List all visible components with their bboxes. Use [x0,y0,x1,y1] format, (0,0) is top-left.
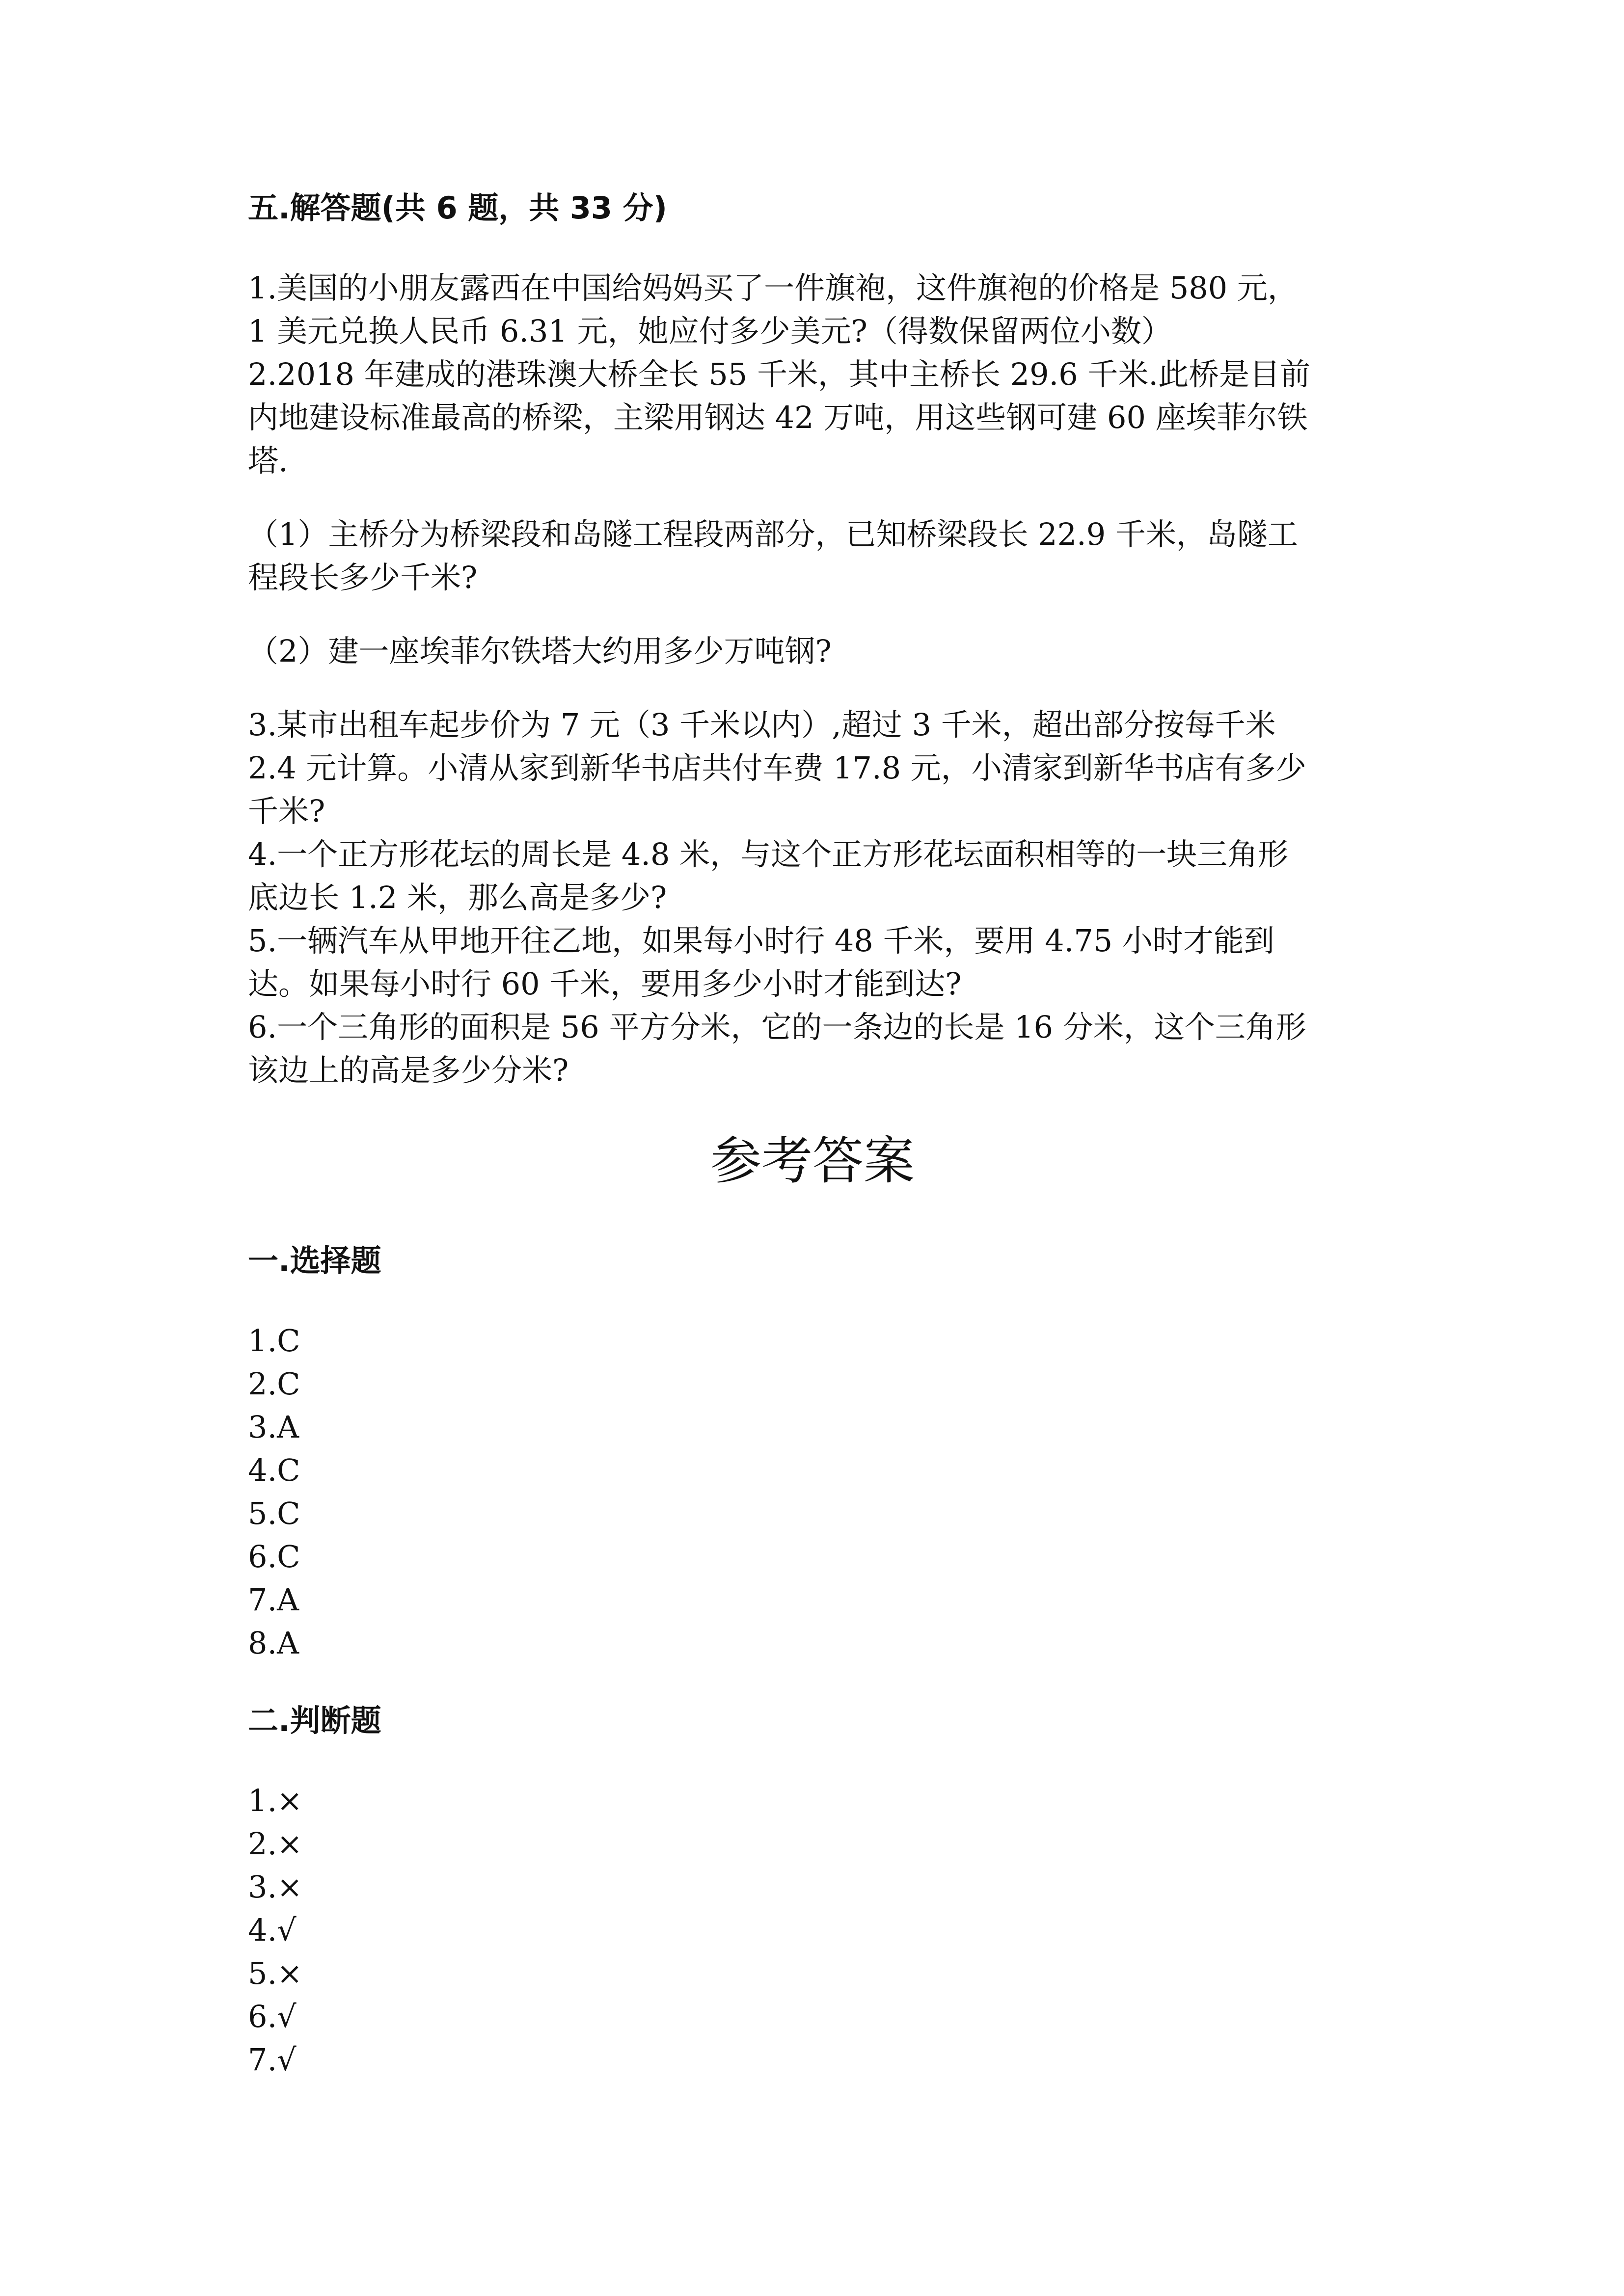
problem-1-line-1: 1.美国的小朋友露西在中国给妈妈买了一件旗袍，这件旗袍的价格是 580 元， [248,270,1298,306]
answer-key-title: 参考答案 [710,1131,915,1191]
answer-choice-item: 5.C [248,1495,300,1531]
answer-choice-item: 1.C [248,1323,300,1359]
answer-choice-item: 4.C [248,1452,300,1488]
answer-judgment-item: 4.√ [248,1912,297,1948]
problem-2-sub1-line-1: （1）主桥分为桥梁段和岛隧工程段两部分，已知桥梁段长 22.9 千米，岛隧工 [248,516,1298,552]
answer-judgment-item: 1.× [248,1783,303,1818]
answer-judgment-item: 5.× [248,1955,303,1991]
problem-3-line-3: 千米? [248,793,325,829]
answer-choice-item: 8.A [248,1625,299,1661]
section5-heading: 五.解答题(共 6 题，共 33 分) [248,190,667,226]
problem-2-sub2: （2）建一座埃菲尔铁塔大约用多少万吨钢? [248,633,832,669]
problem-1-line-2: 1 美元兑换人民币 6.31 元，她应付多少美元?（得数保留两位小数） [248,313,1172,349]
problem-5-line-2: 达。如果每小时行 60 千米，要用多少小时才能到达? [248,966,962,1002]
answer-choice-item: 3.A [248,1409,299,1445]
problem-2-line-1: 2.2018 年建成的港珠澳大桥全长 55 千米，其中主桥长 29.6 千米.此桥是目前 [248,356,1311,392]
answer-choice-item: 7.A [248,1582,299,1618]
problem-3-line-1: 3.某市出租车起步价为 7 元（3 千米以内）,超过 3 千米，超出部分按每千米 [248,707,1276,743]
answer-judgment-item: 2.× [248,1826,303,1862]
problem-2-sub1-line-2: 程段长多少千米? [248,560,478,595]
document-page [248,187,1377,2082]
answer-choice-item: 6.C [248,1539,300,1575]
problem-5-line-1: 5.一辆汽车从甲地开往乙地，如果每小时行 48 千米，要用 4.75 小时才能到 [248,923,1274,959]
problem-2-line-2: 内地建设标准最高的桥梁，主梁用钢达 42 万吨，用这些钢可建 60 座埃菲尔铁 [248,400,1308,435]
problem-4-line-1: 4.一个正方形花坛的周长是 4.8 米，与这个正方形花坛面积相等的一块三角形 [248,836,1289,872]
answer-judgment-item: 3.× [248,1869,303,1905]
problem-4-line-2: 底边长 1.2 米，那么高是多少? [248,880,667,915]
problem-6-line-1: 6.一个三角形的面积是 56 平方分米，它的一条边的长是 16 分米，这个三角形 [248,1009,1306,1045]
problem-6-line-2: 该边上的高是多少分米? [248,1052,569,1088]
problem-2-line-3: 塔. [248,443,288,479]
answer-choice-item: 2.C [248,1366,300,1402]
answers-section1-heading: 一.选择题 [248,1243,381,1279]
answer-judgment-item: 6.√ [248,1999,297,2034]
answer-judgment-item: 7.√ [248,2042,297,2078]
problem-3-line-2: 2.4 元计算。小清从家到新华书店共付车费 17.8 元，小清家到新华书店有多少 [248,750,1306,786]
answers-section2-heading: 二.判断题 [248,1703,381,1738]
